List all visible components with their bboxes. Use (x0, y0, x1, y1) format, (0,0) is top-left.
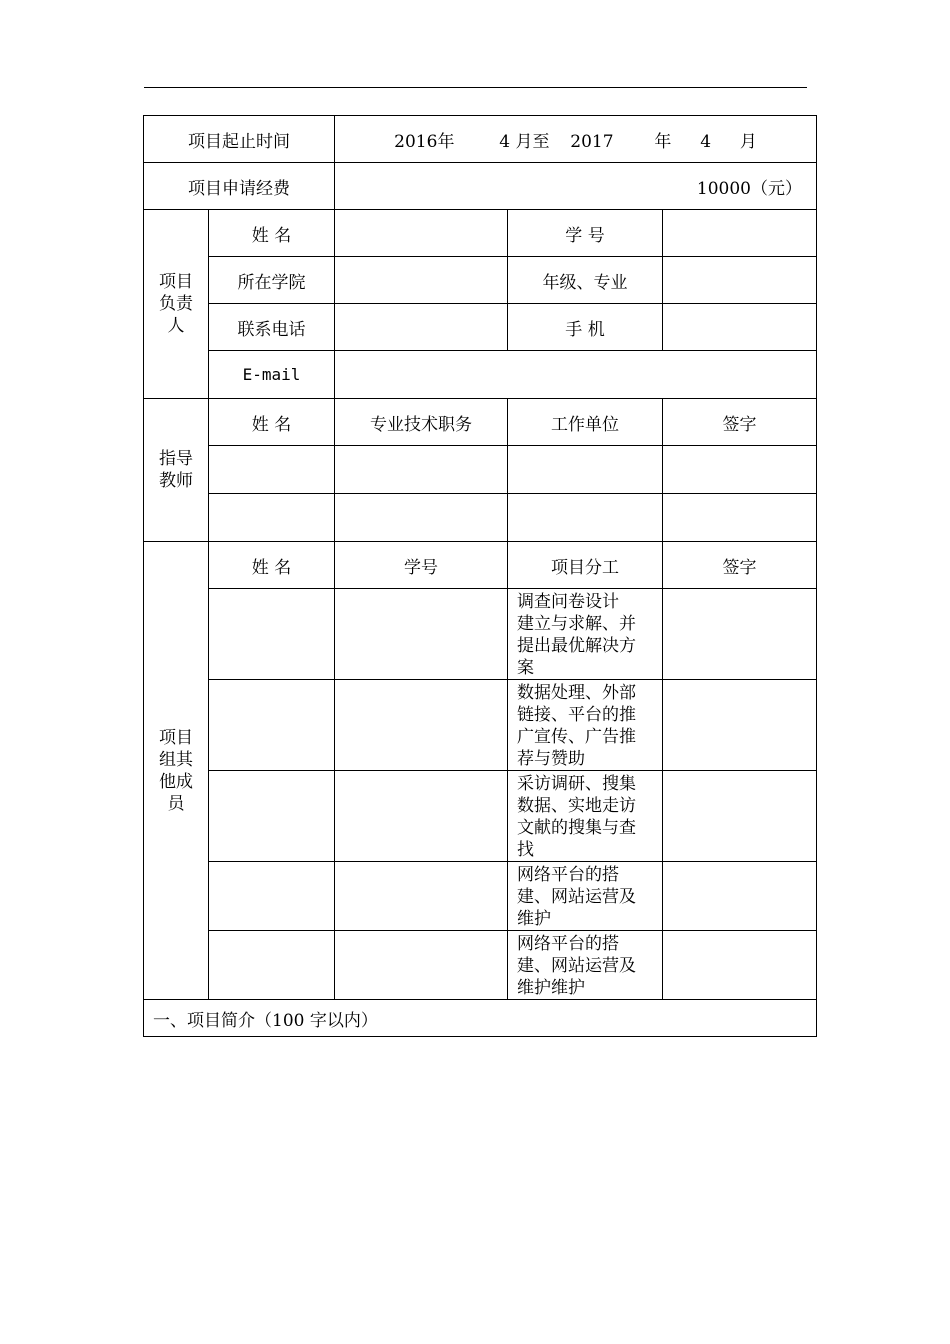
end-month: 4 (700, 131, 712, 152)
member-2-duty-line: 荐与赞助 (517, 749, 585, 769)
leader-phone-field[interactable] (335, 304, 508, 351)
advisor-1-signature-field[interactable] (663, 446, 817, 494)
member-1-signature-field[interactable] (663, 589, 817, 680)
advisor-row-1 (144, 446, 817, 494)
year-unit-2: 年 (654, 131, 672, 152)
leader-name-row (144, 210, 817, 257)
member-3-name-field[interactable] (209, 771, 335, 862)
member-row-4 (144, 862, 817, 931)
member-1-duty-line: 提出最优解决方 (517, 636, 636, 656)
member-2-duty-line: 链接、平台的推 (517, 705, 636, 725)
advisor-header-title: 专业技术职务 (335, 399, 508, 446)
members-group-line-3: 他成 (159, 771, 193, 792)
leader-student-id-label: 学 号 (508, 210, 663, 257)
leader-email-label: E-mail (209, 351, 335, 399)
member-4-name-field[interactable] (209, 862, 335, 931)
period-value[interactable] (335, 116, 817, 163)
member-5-duty-line: 建、网站运营及 (517, 956, 636, 976)
advisor-group-line-1: 指导 (159, 449, 193, 469)
leader-college-label: 所在学院 (209, 257, 335, 304)
advisor-1-name-field[interactable] (209, 446, 335, 494)
members-group-line-4: 员 (167, 793, 185, 814)
members-group-line-2: 组其 (159, 749, 193, 770)
member-2-duty[interactable] (508, 680, 663, 771)
leader-group-line-2: 负责 (159, 294, 193, 314)
start-year: 2016 (394, 131, 438, 152)
member-2-duty-line: 广宣传、广告推 (517, 727, 636, 747)
member-5-signature-field[interactable] (663, 931, 817, 1000)
advisor-header-signature: 签字 (663, 399, 817, 446)
member-4-duty-line: 维护 (517, 909, 551, 929)
members-group-line-1: 项目 (159, 727, 193, 748)
member-4-duty[interactable] (508, 862, 663, 931)
member-3-duty-line: 文献的搜集与查 (517, 818, 636, 838)
intro-row (144, 1000, 817, 1037)
funding-value[interactable]: 10000（元） (335, 163, 817, 210)
funding-label: 项目申请经费 (144, 163, 335, 210)
year-unit-1: 年 (437, 131, 455, 152)
member-4-duty-line: 建、网站运营及 (517, 887, 636, 907)
member-2-duty-line: 数据处理、外部 (517, 683, 636, 703)
member-2-signature-field[interactable] (663, 680, 817, 771)
leader-group-line-1: 项目 (159, 272, 193, 292)
advisor-header-name: 姓 名 (209, 399, 335, 446)
advisor-2-unit-field[interactable] (508, 494, 663, 542)
member-5-name-field[interactable] (209, 931, 335, 1000)
member-1-duty-line: 案 (517, 658, 534, 678)
member-row-2 (144, 680, 817, 771)
leader-email-row (144, 351, 817, 399)
advisor-group-label (144, 399, 209, 542)
leader-phone-row (144, 304, 817, 351)
member-1-name-field[interactable] (209, 589, 335, 680)
leader-group-line-3: 人 (167, 316, 185, 336)
member-2-name-field[interactable] (209, 680, 335, 771)
month-to: 月至 (515, 131, 550, 152)
advisor-1-unit-field[interactable] (508, 446, 663, 494)
member-5-duty[interactable] (508, 931, 663, 1000)
member-5-duty-line: 网络平台的搭 (517, 934, 619, 954)
leader-name-label: 姓 名 (209, 210, 335, 257)
member-3-student-id-field[interactable] (335, 771, 508, 862)
advisor-header-unit: 工作单位 (508, 399, 663, 446)
member-4-signature-field[interactable] (663, 862, 817, 931)
start-month: 4 (499, 131, 511, 152)
funding-row (144, 163, 817, 210)
application-form-table (143, 115, 817, 1037)
period-label: 项目起止时间 (144, 116, 335, 163)
leader-college-field[interactable] (335, 257, 508, 304)
members-header-signature: 签字 (663, 542, 817, 589)
member-5-duty-line: 维护维护 (517, 978, 585, 998)
header-rule (144, 87, 807, 88)
member-4-duty-line: 网络平台的搭 (517, 865, 619, 885)
members-header-duty: 项目分工 (508, 542, 663, 589)
advisor-2-title-field[interactable] (335, 494, 508, 542)
member-1-duty-line: 建立与求解、并 (517, 614, 636, 634)
leader-student-id-field[interactable] (663, 210, 817, 257)
member-3-duty[interactable] (508, 771, 663, 862)
member-row-1 (144, 589, 817, 680)
advisor-1-title-field[interactable] (335, 446, 508, 494)
advisor-header-row (144, 399, 817, 446)
intro-label[interactable]: 一、项目简介（100 字以内） (144, 1000, 817, 1037)
member-2-student-id-field[interactable] (335, 680, 508, 771)
member-row-5 (144, 931, 817, 1000)
leader-name-field[interactable] (335, 210, 508, 257)
advisor-row-2 (144, 494, 817, 542)
member-3-duty-line: 采访调研、搜集 (517, 774, 636, 794)
month-unit: 月 (739, 131, 757, 152)
members-group-label (144, 542, 209, 1000)
members-header-student-id: 学号 (335, 542, 508, 589)
member-3-signature-field[interactable] (663, 771, 817, 862)
advisor-2-signature-field[interactable] (663, 494, 817, 542)
leader-college-row (144, 257, 817, 304)
advisor-group-line-2: 教师 (159, 471, 193, 491)
members-header-name: 姓 名 (209, 542, 335, 589)
advisor-2-name-field[interactable] (209, 494, 335, 542)
members-header-row (144, 542, 817, 589)
member-4-student-id-field[interactable] (335, 862, 508, 931)
leader-phone-label: 联系电话 (209, 304, 335, 351)
member-1-duty[interactable] (508, 589, 663, 680)
leader-grade-major-label: 年级、专业 (508, 257, 663, 304)
member-1-duty-line: 调查问卷设计 (517, 592, 619, 612)
leader-mobile-field[interactable] (663, 304, 817, 351)
member-1-student-id-field[interactable] (335, 589, 508, 680)
leader-grade-major-field[interactable] (663, 257, 817, 304)
end-year: 2017 (570, 131, 614, 152)
member-3-duty-line: 数据、实地走访 (517, 796, 636, 816)
member-5-student-id-field[interactable] (335, 931, 508, 1000)
leader-mobile-label: 手 机 (508, 304, 663, 351)
leader-group-label (144, 210, 209, 399)
member-row-3 (144, 771, 817, 862)
period-row (144, 116, 817, 163)
leader-email-field[interactable] (335, 351, 817, 399)
member-3-duty-line: 找 (517, 840, 534, 860)
